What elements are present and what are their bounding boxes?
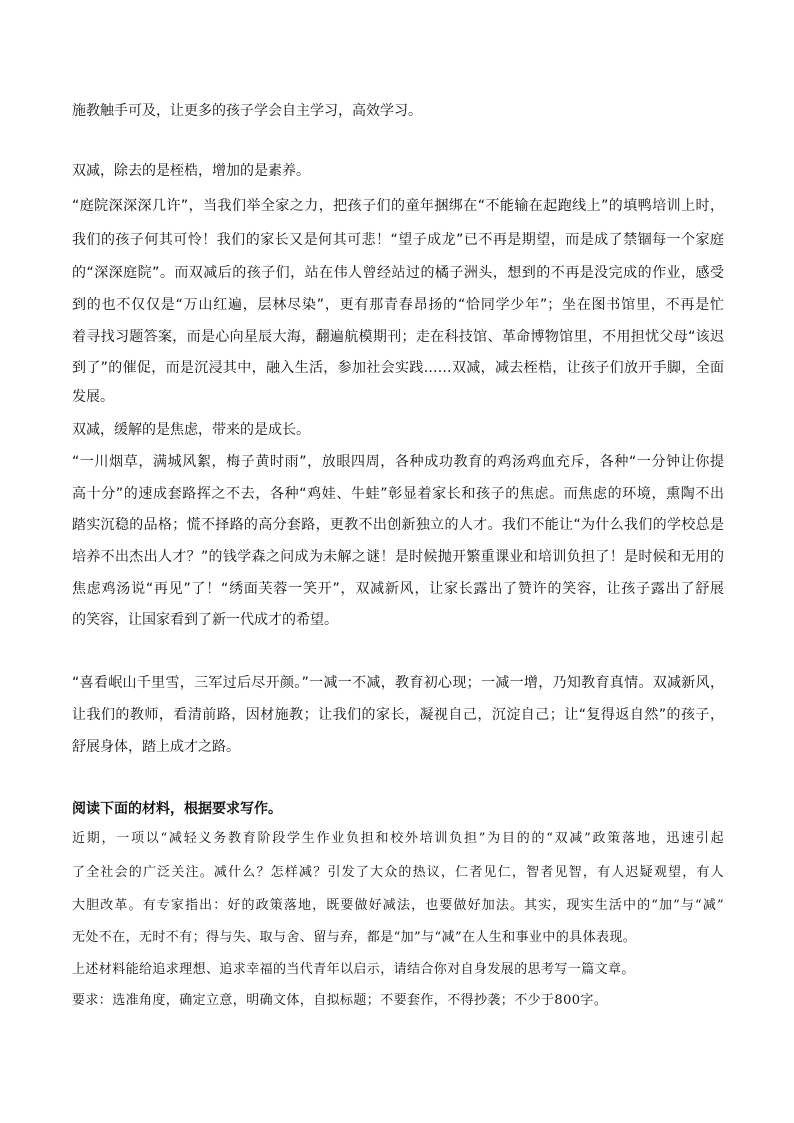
essay-line: 到了”的催促，而是沉浸其中，融入生活，参加社会实践……双减，减去桎梏，让孩子们放开手脚，全面 <box>72 360 724 376</box>
essay-line: 焦虑鸡汤说“再见”了！“绣面芙蓉一笑开”，双减新风，让家长露出了赞许的笑容，让孩子露出了舒展 <box>72 581 724 597</box>
essay-line: 高十分”的速成套路挥之不去，各种“鸡娃、牛蛙”彰显着家长和孩子的焦虑。而焦虑的环境，熏陶不出 <box>72 486 724 502</box>
essay-line: 的“深深庭院”。而双减后的孩子们，站在伟人曾经站过的橘子洲头，想到的不再是没完成的作业，感受 <box>72 265 724 281</box>
essay-line: 的笑容，让国家看到了新一代成才的希望。 <box>72 612 338 628</box>
essay-line: 我们的孩子何其可怜！我们的家长又是何其可悲！“望子成龙”已不再是期望，而是成了禁锢每一个家庭 <box>72 232 724 248</box>
essay-line: 发展。 <box>72 389 114 405</box>
material-line: 近期，一项以“减轻义务教育阶段学生作业负担和校外培训负担”为目的的“双减”政策落地，迅速引起 <box>72 831 724 846</box>
requirements-line: 要求：选准角度，确定立意，明确文体，自拟标题；不要套作，不得抄袭；不少于800字。 <box>72 993 608 1008</box>
essay-line: 着寻找习题答案，而是心向星辰大海，翻遍航模期刊；走在科技馆、革命博物馆里，不用担忧父母“该迟 <box>72 329 724 345</box>
material-line: 大胆改革。有专家指出：好的政策落地，既要做好减法，也要做好加法。其实，现实生活中的“加”与“减” <box>72 898 724 913</box>
essay-line: 踏实沉稳的品格；慌不择路的高分套路，更教不出创新独立的人才。我们不能让“为什么我们的学校总是 <box>72 517 724 533</box>
essay-line: 施教触手可及，让更多的孩子学会自主学习，高效学习。 <box>72 103 422 119</box>
essay-line: “一川烟草，满城风絮，梅子黄时雨”，放眼四周，各种成功教育的鸡汤鸡血充斥，各种“一分钟让你提 <box>72 454 724 470</box>
essay-line: 双减，除去的是桎梏，增加的是素养。 <box>72 163 310 179</box>
document-page <box>72 0 724 1123</box>
essay-line: “庭院深深深几许”，当我们举全家之力，把孩子们的童年捆绑在“不能输在起跑线上”的填鸭培训上时， <box>72 198 724 214</box>
essay-line: 培养不出杰出人才？”的钱学森之问成为未解之谜！是时候抛开繁重课业和培训负担了！是时候和无用的 <box>72 549 724 565</box>
material-line: 了全社会的广泛关注。减什么？怎样减？引发了大众的热议，仁者见仁，智者见智，有人迟疑观望，有人 <box>72 865 724 880</box>
essay-line: 到的也不仅仅是“万山红遍，层林尽染”，更有那青春昂扬的“恰同学少年”；坐在图书馆里，不再是忙 <box>72 297 724 313</box>
essay-line: 双减，缓解的是焦虑，带来的是成长。 <box>72 422 310 438</box>
essay-line: 舒展身体，踏上成才之路。 <box>72 739 240 755</box>
essay-line: 让我们的教师，看清前路，因材施教；让我们的家长，凝视自己，沉淀自己；让“复得返自然”的孩子， <box>72 707 724 723</box>
material-line: 上述材料能给追求理想、追求幸福的当代青年以启示，请结合你对自身发展的思考写一篇文章。 <box>72 962 635 977</box>
material-line: 无处不在，无时不有；得与失、取与舍、留与弃，都是“加”与“减”在人生和事业中的具体表现。 <box>72 930 637 945</box>
essay-line: “喜看岷山千里雪，三军过后尽开颜。”一减一不减，教育初心现；一减一增，乃知教育真情。双减新风， <box>72 675 724 691</box>
task-heading: 阅读下面的材料，根据要求写作。 <box>72 801 282 817</box>
